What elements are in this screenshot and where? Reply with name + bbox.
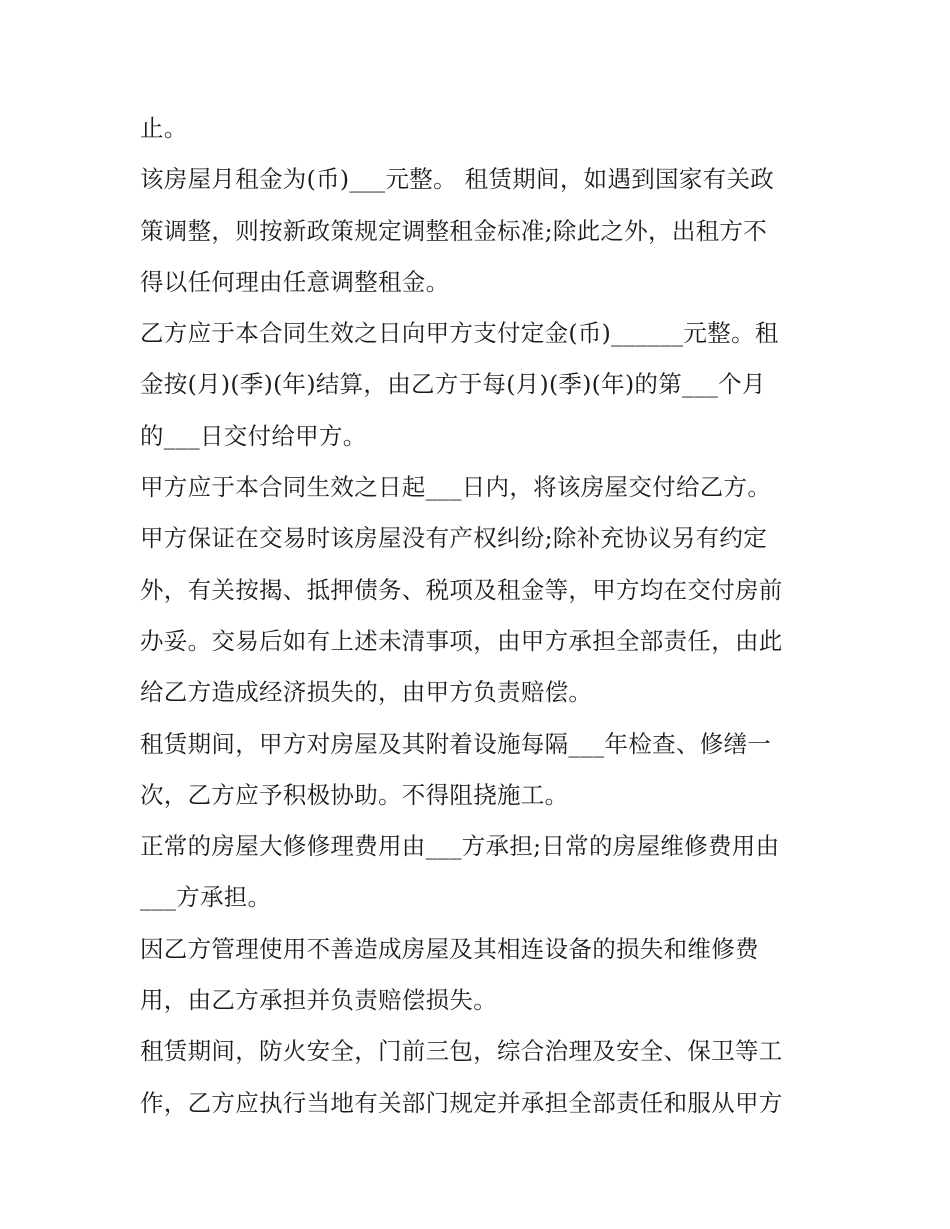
text-line: 因乙方管理使用不善造成房屋及其相连设备的损失和维修费: [140, 934, 759, 963]
text-line: 租赁期间，防火安全，门前三包，综合治理及安全、保卫等工: [140, 1037, 783, 1066]
text-line: 租赁期间，甲方对房屋及其附着设施每隔___年检查、修缮一: [140, 729, 772, 758]
text-line: 得以任何理由任意调整租金。: [140, 267, 450, 296]
text-line: 甲方应于本合同生效之日起___日内，将该房屋交付给乙方。: [140, 473, 772, 502]
text-line: 给乙方造成经济损失的，由甲方负责赔偿。: [140, 678, 593, 707]
document-body: [140, 103, 812, 1129]
text-line: 用，由乙方承担并负责赔偿损失。: [140, 986, 497, 1015]
text-line: 策调整，则按新政策规定调整租金标准;除此之外，出租方不: [140, 216, 768, 245]
text-line: 金按(月)(季)(年)结算，由乙方于每(月)(季)(年)的第___个月: [140, 370, 766, 399]
text-line: 该房屋月租金为(币)___元整。 租赁期间，如遇到国家有关政: [140, 165, 775, 194]
text-line: 办妥。交易后如有上述未清事项，由甲方承担全部责任，由此: [140, 626, 783, 655]
text-line: 的___日交付给甲方。: [140, 421, 367, 450]
text-line: 次，乙方应予积极协助。不得阻挠施工。: [140, 780, 569, 809]
text-line: 甲方保证在交易时该房屋没有产权纠纷;除补充协议另有约定: [140, 524, 768, 553]
text-line: ___方承担。: [140, 883, 272, 912]
text-line: 止。: [140, 114, 188, 142]
text-line: 外，有关按揭、抵押债务、税项及租金等，甲方均在交付房前: [140, 575, 783, 604]
text-line: 正常的房屋大修修理费用由___方承担;日常的房屋维修费用由: [140, 832, 780, 861]
text-line: 作，乙方应执行当地有关部门规定并承担全部责任和服从甲方: [140, 1088, 783, 1117]
text-line: 乙方应于本合同生效之日向甲方支付定金(币)______元整。租: [140, 319, 779, 348]
